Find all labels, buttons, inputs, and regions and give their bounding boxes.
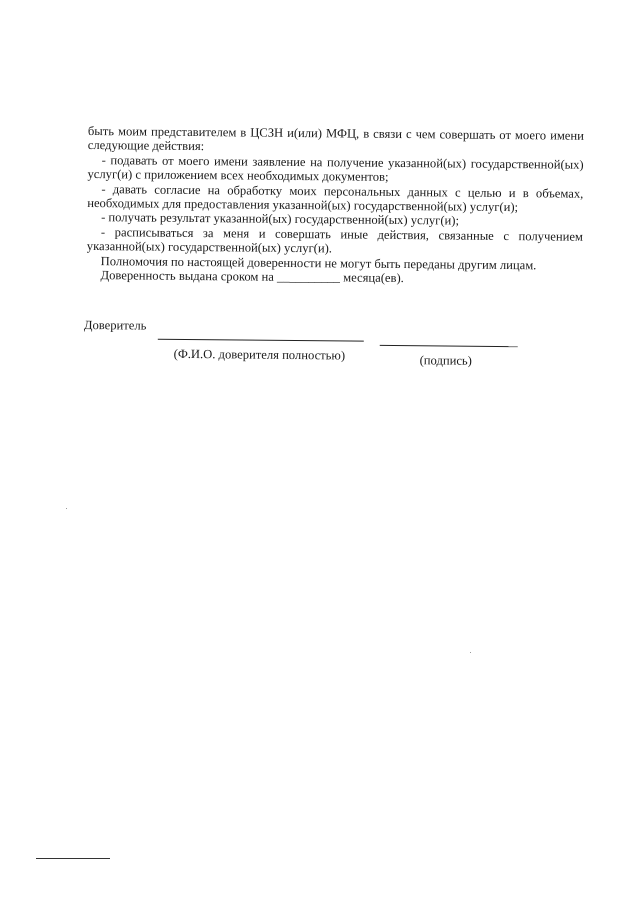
paragraph-validity-term: Доверенность выдана сроком на __________ месяца(ев). (100, 268, 404, 286)
signature-block (84, 318, 524, 372)
scan-speck (470, 652, 471, 653)
paragraph-action-consent: - давать согласие на обработку моих персональных данных с целью и в объемах, необходимых для предоставления указанной(ых) государственной(ых) услуг(и); (87, 181, 584, 215)
signature-line (380, 345, 518, 347)
name-caption: (Ф.И.О. доверителя полностью) (173, 346, 346, 363)
signature-label: Доверитель (83, 318, 147, 333)
paragraph-no-transfer: Полномочия по настоящей доверенности не могут быть переданы другим лицам. (100, 253, 537, 272)
paragraph-action-sign: - расписываться за меня и совершать иные действия, связанные с получением указанной(ых) государственной(ых) услуг(и). (86, 224, 584, 256)
name-signature-line (158, 339, 364, 342)
document-body (86, 124, 583, 287)
scan-speck (66, 508, 67, 509)
footnote-rule (36, 858, 110, 859)
paragraph-action-submit: - подавать от моего имени заявление на получение указанной(ых) государственной(ых) услуг(и) с приложением всех необходимых документов; (87, 152, 584, 185)
signature-caption: (подпись) (419, 353, 472, 368)
paragraph-authority: быть моим представителем в ЦСЗН и(или) МФЦ, в связи с чем совершать от моего имени следующие действия: (87, 124, 584, 154)
paragraph-action-receive: - получать результат указанной(ых) государственной(ых) услуг(и); (101, 210, 460, 229)
